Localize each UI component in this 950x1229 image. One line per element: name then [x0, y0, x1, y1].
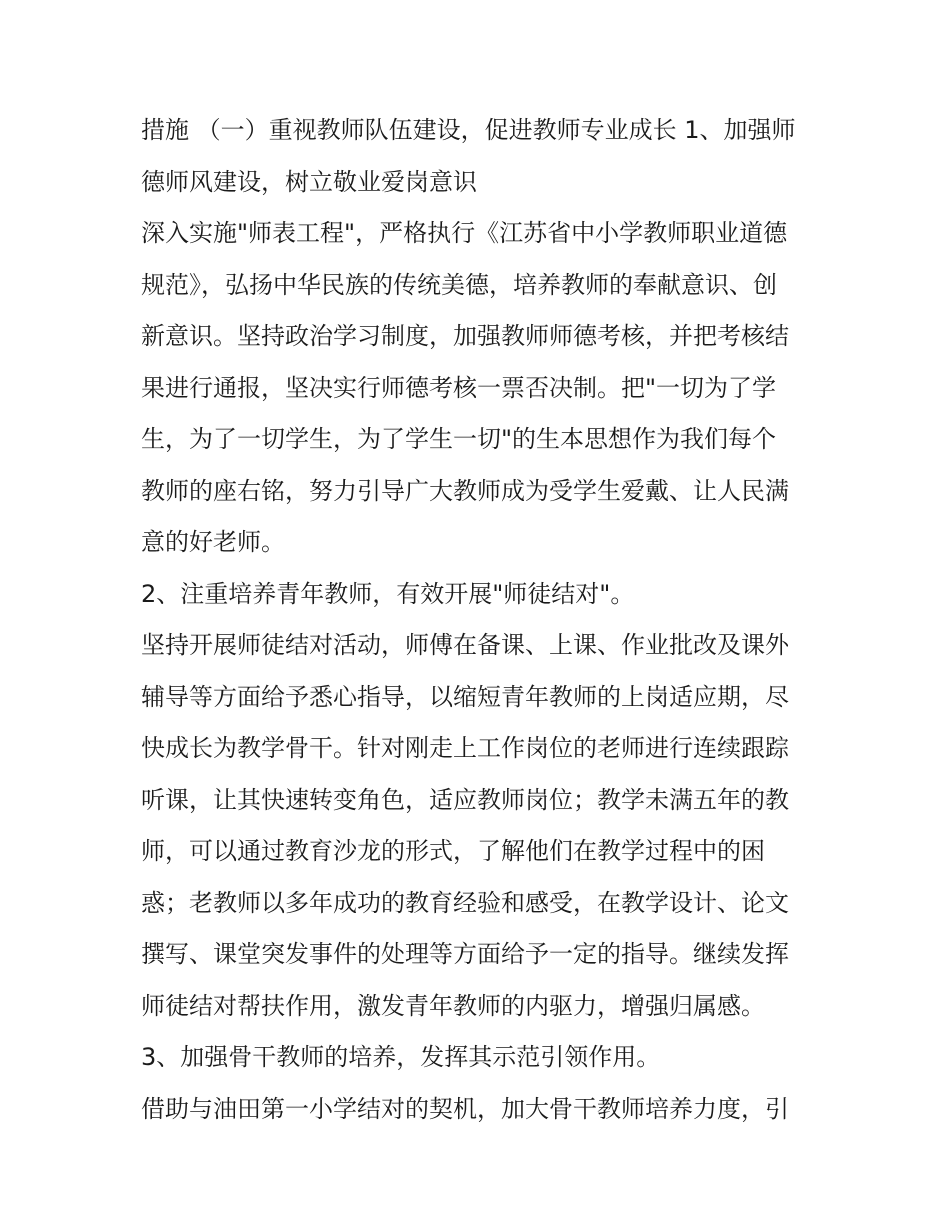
text-line: 惑；老教师以多年成功的教育经验和感受，在教学设计、论文 — [141, 888, 789, 917]
text-line: 辅导等方面给予悉心指导，以缩短青年教师的上岗适应期，尽 — [141, 682, 789, 711]
text-line: 撰写、课堂突发事件的处理等方面给予一定的指导。继续发挥 — [141, 940, 789, 968]
paragraph-heading-measures — [141, 105, 813, 208]
paragraph-heading-young-teachers — [141, 569, 813, 621]
text-line: 3、加强骨干教师的培养，发挥其示范引领作用。 — [141, 1043, 661, 1071]
text-line: 2、注重培养青年教师，有效开展"师徒结对"。 — [141, 579, 635, 608]
paragraph-mentorship — [141, 620, 813, 1032]
text-line: 深入实施"师表工程"，严格执行《江苏省中小学教师职业道德 — [141, 219, 788, 247]
paragraph-key-teacher-training — [141, 1084, 813, 1136]
text-line: 快成长为教学骨干。针对刚走上工作岗位的老师进行连续跟踪 — [141, 734, 789, 762]
text-line: 新意识。坚持政治学习制度，加强教师师德考核，并把考核结 — [141, 322, 789, 350]
text-line: 师，可以通过教育沙龙的形式，了解他们在教学过程中的困 — [141, 837, 765, 865]
text-line: 规范》，弘扬中华民族的传统美德，培养教师的奉献意识、创 — [141, 270, 777, 299]
text-line: 听课，让其快速转变角色，适应教师岗位；教学未满五年的教 — [141, 785, 789, 814]
text-line: 教师的座右铭，努力引导广大教师成为受学生爱戴、让人民满 — [141, 476, 789, 505]
text-line: 坚持开展师徒结对活动，师傅在备课、上课、作业批改及课外 — [141, 631, 789, 659]
text-line: 措施 （一）重视教师队伍建设，促进教师专业成长 1、加强师 — [141, 116, 796, 144]
text-line: 意的好老师。 — [141, 528, 285, 556]
text-line: 师徒结对帮扶作用，激发青年教师的内驱力，增强归属感。 — [141, 991, 765, 1020]
paragraph-heading-key-teachers — [141, 1032, 813, 1084]
text-line: 果进行通报，坚决实行师德考核一票否决制。把"一切为了学 — [141, 373, 777, 402]
document-body — [141, 105, 813, 1135]
text-line: 德师风建设，树立敬业爱岗意识 — [141, 167, 477, 196]
text-line: 生，为了一切学生，为了学生一切"的生本思想作为我们每个 — [141, 425, 777, 453]
text-line: 借助与油田第一小学结对的契机，加大骨干教师培养力度，引 — [141, 1094, 789, 1123]
paragraph-teacher-ethics — [141, 208, 813, 569]
